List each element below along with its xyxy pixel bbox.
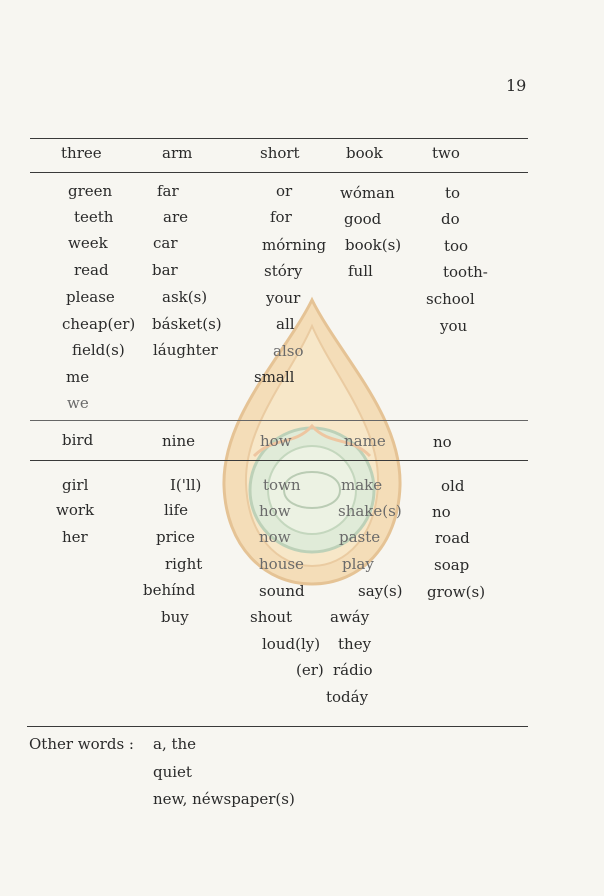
word: behínd (143, 581, 196, 599)
table1-header: arm (162, 144, 193, 162)
word: road (435, 529, 470, 547)
word: bar (152, 261, 178, 279)
word: you (440, 317, 468, 335)
word: rádio (333, 661, 373, 679)
other-words-line: new, néwspaper(s) (153, 790, 295, 808)
word: house (259, 555, 304, 573)
word: price (156, 528, 195, 546)
word: (er) (296, 661, 324, 679)
table1-header-rule (30, 172, 528, 173)
word: good (344, 210, 382, 228)
word: buy (161, 608, 189, 626)
word: stóry (264, 262, 303, 280)
word: are (163, 208, 188, 226)
table2-header: nine (162, 432, 195, 450)
word: life (164, 501, 189, 519)
table2-header: how (260, 432, 292, 450)
word: mórning (262, 236, 327, 254)
word: play (342, 555, 374, 573)
table2-header: name (344, 432, 386, 450)
other-words-line: quiet (153, 763, 192, 781)
word: wóman (340, 184, 395, 202)
word: her (62, 528, 88, 546)
table1-header: book (346, 144, 383, 162)
table1-header: three (61, 144, 102, 162)
table2-header: bird (62, 431, 94, 449)
word: shout (250, 608, 293, 626)
table2-header-rule (30, 460, 528, 461)
word: or (276, 182, 293, 200)
word: to (445, 184, 461, 202)
word: for (270, 208, 292, 226)
word: todáy (326, 688, 369, 706)
table1-top-rule (30, 138, 528, 139)
word: sound (259, 582, 305, 600)
word: too (444, 237, 469, 255)
word: do (441, 210, 460, 228)
table2-header: no (433, 433, 452, 451)
word: me (66, 368, 90, 386)
word: they (338, 635, 372, 653)
word: awáy (330, 608, 370, 626)
word: school (426, 290, 475, 308)
word: book(s) (345, 236, 402, 254)
other-words-line: a, the (153, 735, 197, 753)
word: ask(s) (162, 288, 208, 306)
word: old (441, 477, 465, 495)
word: read (74, 261, 109, 279)
word: I('ll) (170, 476, 202, 494)
word: please (66, 288, 115, 306)
word: work (56, 501, 95, 519)
word: how (259, 502, 291, 520)
word: láughter (153, 341, 218, 359)
word: tooth- (443, 263, 488, 281)
table1-header: short (260, 144, 300, 162)
word: teeth (74, 208, 114, 226)
word: make (341, 476, 383, 494)
word: town (263, 476, 301, 494)
word: far (157, 182, 179, 200)
word: say(s) (358, 582, 403, 600)
table1-header: two (432, 144, 460, 162)
word: now (259, 528, 291, 546)
word: week (68, 234, 108, 252)
word: small (254, 368, 295, 386)
word: green (68, 182, 113, 200)
word: no (432, 503, 451, 521)
table-bottom-rule (27, 726, 528, 727)
word: grow(s) (427, 583, 486, 601)
word: car (153, 234, 178, 252)
word: also (273, 342, 304, 360)
table2-top-rule (30, 420, 528, 421)
word: right (165, 555, 203, 573)
page-number: 19 (506, 76, 527, 95)
word: shake(s) (338, 502, 402, 520)
word: all (276, 315, 295, 333)
word: loud(ly) (262, 635, 321, 653)
word: básket(s) (152, 315, 222, 333)
word: paste (339, 528, 381, 546)
word: soap (434, 556, 470, 574)
word: field(s) (72, 341, 125, 359)
word: full (348, 262, 373, 280)
other-words-label: Other words : (29, 735, 134, 753)
word: girl (62, 476, 89, 494)
word: cheap(er) (62, 315, 136, 333)
word: we (67, 394, 89, 412)
word: your (266, 289, 301, 307)
